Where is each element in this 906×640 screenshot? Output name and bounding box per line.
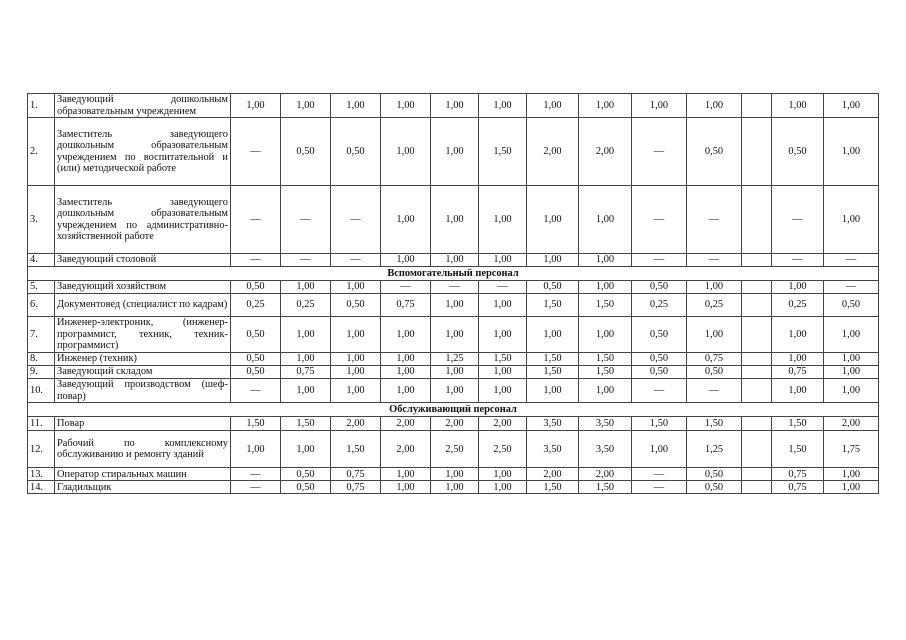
table-row (28, 294, 879, 317)
staff-rate-cell: 2,00 (331, 417, 381, 431)
staff-rate-cell: — (687, 254, 742, 267)
staff-rate-cell: 1,00 (824, 353, 879, 366)
staff-rate-cell: 1,00 (824, 317, 879, 353)
staff-rate-cell: 2,50 (431, 431, 479, 468)
staff-rate-cell: 1,00 (687, 317, 742, 353)
position-name: Заведующий столовой (55, 254, 231, 267)
table-row (28, 254, 879, 267)
staff-rate-cell: 1,00 (479, 481, 527, 494)
staff-rate-cell: — (231, 186, 281, 254)
position-name: Инженер (техник) (55, 353, 231, 366)
row-number: 13. (28, 468, 55, 481)
staff-rate-cell: 1,00 (281, 379, 331, 403)
spacer-cell (742, 481, 772, 494)
position-name: Оператор стиральных машин (55, 468, 231, 481)
staff-rate-cell: — (331, 186, 381, 254)
spacer-cell (742, 468, 772, 481)
staff-rate-cell: 2,50 (479, 431, 527, 468)
staff-rate-cell: — (687, 186, 742, 254)
staff-rate-cell: 1,50 (527, 353, 579, 366)
position-name: Заместитель заведующего дошкольным образовательным учреждением по воспитательной и (или) методической работе (55, 118, 231, 186)
staff-rate-cell: 1,50 (527, 366, 579, 379)
row-number: 10. (28, 379, 55, 403)
staff-rate-cell: — (281, 254, 331, 267)
section-title: Вспомогательный персонал (28, 267, 879, 281)
staff-rate-cell: 0,25 (687, 294, 742, 317)
staff-rate-cell: 1,00 (772, 379, 824, 403)
spacer-cell (742, 366, 772, 379)
spacer-cell (742, 294, 772, 317)
staff-rate-cell: 1,00 (824, 366, 879, 379)
staff-rate-cell: 1,50 (331, 431, 381, 468)
staff-rate-cell: 1,00 (431, 481, 479, 494)
staff-rate-cell: — (772, 186, 824, 254)
spacer-cell (742, 186, 772, 254)
table-row (28, 431, 879, 468)
staff-rate-cell: 1,00 (772, 94, 824, 118)
staff-rate-cell: 0,75 (381, 294, 431, 317)
row-number: 1. (28, 94, 55, 118)
staff-rate-cell: 1,00 (772, 281, 824, 294)
staff-rate-cell: 3,50 (579, 431, 632, 468)
table-row (28, 281, 879, 294)
staff-rate-cell: 1,50 (579, 353, 632, 366)
staff-rate-cell: 1,00 (231, 94, 281, 118)
row-number: 11. (28, 417, 55, 431)
table-row (28, 468, 879, 481)
staff-rate-cell: 2,00 (431, 417, 479, 431)
staff-rate-cell: — (632, 481, 687, 494)
staff-rate-cell: 1,00 (381, 353, 431, 366)
staff-rate-cell: 0,75 (772, 366, 824, 379)
table-row (28, 317, 879, 353)
staff-rate-cell: 1,00 (231, 431, 281, 468)
table-row (28, 379, 879, 403)
staff-rate-cell: 1,50 (772, 431, 824, 468)
position-name: Заведующий дошкольным образовательным учреждением (55, 94, 231, 118)
position-name: Заведующий хозяйством (55, 281, 231, 294)
table-row (28, 118, 879, 186)
position-name: Документовед (специалист по кадрам) (55, 294, 231, 317)
staff-rate-cell: 1,00 (824, 186, 879, 254)
row-number: 2. (28, 118, 55, 186)
staff-rate-cell: 1,00 (281, 317, 331, 353)
staff-rate-cell: 1,00 (281, 353, 331, 366)
staff-rate-cell: 1,00 (479, 94, 527, 118)
staff-rate-cell: 1,75 (824, 431, 879, 468)
staff-rate-cell: 1,50 (231, 417, 281, 431)
staff-rate-cell: 1,00 (632, 431, 687, 468)
staff-rate-cell: 1,50 (772, 417, 824, 431)
staff-rate-cell: 0,50 (281, 481, 331, 494)
staff-rate-cell: 1,50 (579, 294, 632, 317)
staff-rate-cell: 1,25 (687, 431, 742, 468)
staff-rate-cell: 1,00 (479, 254, 527, 267)
row-number: 6. (28, 294, 55, 317)
table-row (28, 417, 879, 431)
staff-rate-cell: 1,50 (479, 353, 527, 366)
staff-rate-cell: — (772, 254, 824, 267)
staff-rate-cell: 0,50 (687, 468, 742, 481)
position-name: Заведующий производством (шеф-повар) (55, 379, 231, 403)
staff-rate-cell: 1,50 (632, 417, 687, 431)
staff-rate-cell: 1,00 (331, 317, 381, 353)
staff-rate-cell: 0,50 (331, 118, 381, 186)
position-name: Заместитель заведующего дошкольным образовательным учреждением по административно-хозяйственной работе (55, 186, 231, 254)
staff-rate-cell: 1,00 (527, 254, 579, 267)
staff-rate-cell: 0,50 (527, 281, 579, 294)
staff-rate-cell: 1,00 (431, 94, 479, 118)
staff-rate-cell: — (632, 118, 687, 186)
staff-rate-cell: 1,50 (479, 118, 527, 186)
row-number: 4. (28, 254, 55, 267)
staff-rate-cell: 1,00 (381, 481, 431, 494)
staff-rate-cell: 0,75 (331, 481, 381, 494)
staff-rate-cell: 0,50 (281, 468, 331, 481)
staffing-table (27, 93, 879, 494)
staff-rate-cell: 1,00 (281, 431, 331, 468)
row-number: 9. (28, 366, 55, 379)
staff-rate-cell: 1,00 (579, 379, 632, 403)
staff-rate-cell: 2,00 (527, 468, 579, 481)
staff-rate-cell: 1,00 (381, 366, 431, 379)
staff-rate-cell: 1,50 (281, 417, 331, 431)
staff-rate-cell: 1,00 (331, 379, 381, 403)
staff-rate-cell: — (632, 468, 687, 481)
spacer-cell (742, 353, 772, 366)
staff-rate-cell: 1,00 (381, 317, 431, 353)
staff-rate-cell: 1,50 (579, 481, 632, 494)
staff-rate-cell: 1,00 (431, 317, 479, 353)
staff-rate-cell: 3,50 (579, 417, 632, 431)
staff-rate-cell: 1,00 (824, 468, 879, 481)
staff-rate-cell: — (632, 254, 687, 267)
staff-rate-cell: 0,50 (231, 281, 281, 294)
staff-rate-cell: 2,00 (381, 417, 431, 431)
staff-rate-cell: — (632, 379, 687, 403)
staff-rate-cell: 1,50 (527, 294, 579, 317)
staff-rate-cell: — (381, 281, 431, 294)
staff-rate-cell: 0,50 (231, 317, 281, 353)
table-row (28, 353, 879, 366)
staff-rate-cell: 1,00 (381, 94, 431, 118)
staff-rate-cell: — (231, 468, 281, 481)
staff-rate-cell: 1,00 (579, 317, 632, 353)
staff-rate-cell: 0,25 (231, 294, 281, 317)
staff-rate-cell: 1,00 (479, 379, 527, 403)
staff-rate-cell: 1,00 (527, 94, 579, 118)
staff-rate-cell: 1,00 (772, 353, 824, 366)
staff-rate-cell: 1,00 (479, 294, 527, 317)
staff-rate-cell: 1,00 (431, 186, 479, 254)
spacer-cell (742, 281, 772, 294)
staff-rate-cell: 0,50 (281, 118, 331, 186)
row-number: 5. (28, 281, 55, 294)
staff-rate-cell: 2,00 (579, 118, 632, 186)
staff-rate-cell: 2,00 (527, 118, 579, 186)
staff-rate-cell: 1,00 (579, 281, 632, 294)
staff-rate-cell: 3,50 (527, 431, 579, 468)
staff-rate-cell: 0,75 (772, 468, 824, 481)
position-name: Заведующий складом (55, 366, 231, 379)
staff-rate-cell: — (231, 481, 281, 494)
staff-rate-cell: 1,00 (687, 94, 742, 118)
staff-rate-cell: 1,00 (579, 186, 632, 254)
staff-rate-cell: 1,00 (479, 366, 527, 379)
position-name: Повар (55, 417, 231, 431)
staff-rate-cell: 0,50 (632, 353, 687, 366)
staff-rate-cell: 1,00 (431, 379, 479, 403)
table-row (28, 366, 879, 379)
staff-rate-cell: — (231, 254, 281, 267)
staff-rate-cell: 1,00 (824, 379, 879, 403)
staff-rate-cell: 1,50 (579, 366, 632, 379)
staff-rate-cell: 0,50 (231, 353, 281, 366)
staff-rate-cell: 1,00 (579, 254, 632, 267)
staff-rate-cell: 1,00 (331, 281, 381, 294)
spacer-cell (742, 431, 772, 468)
spacer-cell (742, 118, 772, 186)
staff-rate-cell: 1,00 (824, 481, 879, 494)
staff-rate-cell: 0,50 (687, 118, 742, 186)
staff-rate-cell: 0,50 (632, 366, 687, 379)
spacer-cell (742, 94, 772, 118)
spacer-cell (742, 254, 772, 267)
staff-rate-cell: 1,00 (479, 317, 527, 353)
position-name: Гладильщик (55, 481, 231, 494)
staff-rate-cell: 1,00 (331, 94, 381, 118)
staff-rate-cell: 1,25 (431, 353, 479, 366)
staff-rate-cell: 0,75 (331, 468, 381, 481)
spacer-cell (742, 317, 772, 353)
staff-rate-cell: 0,50 (824, 294, 879, 317)
staff-rate-cell: 0,25 (281, 294, 331, 317)
staff-rate-cell: 0,50 (632, 281, 687, 294)
table-row (28, 481, 879, 494)
section-header-row (28, 267, 879, 281)
staff-rate-cell: 2,00 (579, 468, 632, 481)
staff-rate-cell: — (231, 379, 281, 403)
staff-rate-cell: 1,00 (479, 186, 527, 254)
staff-rate-cell: 2,00 (479, 417, 527, 431)
staff-rate-cell: 1,00 (331, 366, 381, 379)
staff-rate-cell: 1,00 (281, 281, 331, 294)
staff-rate-cell: 0,50 (231, 366, 281, 379)
staff-rate-cell: 0,50 (687, 481, 742, 494)
staff-rate-cell: 1,00 (687, 281, 742, 294)
staff-rate-cell: 1,00 (381, 118, 431, 186)
table-row (28, 94, 879, 118)
staff-rate-cell: — (479, 281, 527, 294)
staff-rate-cell: 0,50 (687, 366, 742, 379)
staff-rate-cell: 1,00 (527, 317, 579, 353)
staff-rate-cell: 1,00 (824, 118, 879, 186)
staff-rate-cell: 1,00 (579, 94, 632, 118)
row-number: 8. (28, 353, 55, 366)
staff-rate-cell: — (632, 186, 687, 254)
staff-rate-cell: 1,00 (527, 379, 579, 403)
position-name: Инженер-электроник, (инженер-программист, техник, техник-программист) (55, 317, 231, 353)
staff-rate-cell: 2,00 (824, 417, 879, 431)
staff-rate-cell: 1,00 (381, 186, 431, 254)
staff-rate-cell: 0,25 (632, 294, 687, 317)
staff-rate-cell: 1,00 (431, 254, 479, 267)
staff-rate-cell: 1,00 (479, 468, 527, 481)
staff-rate-cell: 0,50 (632, 317, 687, 353)
staff-rate-cell: — (824, 254, 879, 267)
staff-rate-cell: 2,00 (381, 431, 431, 468)
row-number: 14. (28, 481, 55, 494)
staff-rate-cell: 1,00 (824, 94, 879, 118)
staff-rate-cell: — (231, 118, 281, 186)
staff-rate-cell: 1,00 (331, 353, 381, 366)
position-name: Рабочий по комплексному обслуживанию и ремонту зданий (55, 431, 231, 468)
staff-rate-cell: 1,00 (431, 294, 479, 317)
row-number: 7. (28, 317, 55, 353)
staff-rate-cell: 1,00 (381, 468, 431, 481)
staff-rate-cell: 0,50 (331, 294, 381, 317)
staff-rate-cell: 0,75 (687, 353, 742, 366)
staff-rate-cell: — (331, 254, 381, 267)
staff-rate-cell: 0,75 (281, 366, 331, 379)
staff-rate-cell: 1,50 (527, 481, 579, 494)
row-number: 12. (28, 431, 55, 468)
table-row (28, 186, 879, 254)
staff-rate-cell: — (824, 281, 879, 294)
staff-rate-cell: 0,75 (772, 481, 824, 494)
section-title: Обслуживающий персонал (28, 403, 879, 417)
staff-rate-cell: 1,00 (431, 118, 479, 186)
staff-rate-cell: 1,00 (381, 379, 431, 403)
staff-rate-cell: 0,50 (772, 118, 824, 186)
staff-rate-cell: — (281, 186, 331, 254)
staff-rate-cell: 3,50 (527, 417, 579, 431)
spacer-cell (742, 379, 772, 403)
staff-rate-cell: 1,00 (431, 366, 479, 379)
section-header-row (28, 403, 879, 417)
staff-rate-cell: — (687, 379, 742, 403)
staff-rate-cell: 1,00 (632, 94, 687, 118)
spacer-cell (742, 417, 772, 431)
staff-rate-cell: — (431, 281, 479, 294)
staff-rate-cell: 1,00 (431, 468, 479, 481)
staff-rate-cell: 1,00 (381, 254, 431, 267)
staff-rate-cell: 1,00 (772, 317, 824, 353)
staff-rate-cell: 1,50 (687, 417, 742, 431)
staff-rate-cell: 1,00 (527, 186, 579, 254)
staff-rate-cell: 0,25 (772, 294, 824, 317)
row-number: 3. (28, 186, 55, 254)
staff-rate-cell: 1,00 (281, 94, 331, 118)
